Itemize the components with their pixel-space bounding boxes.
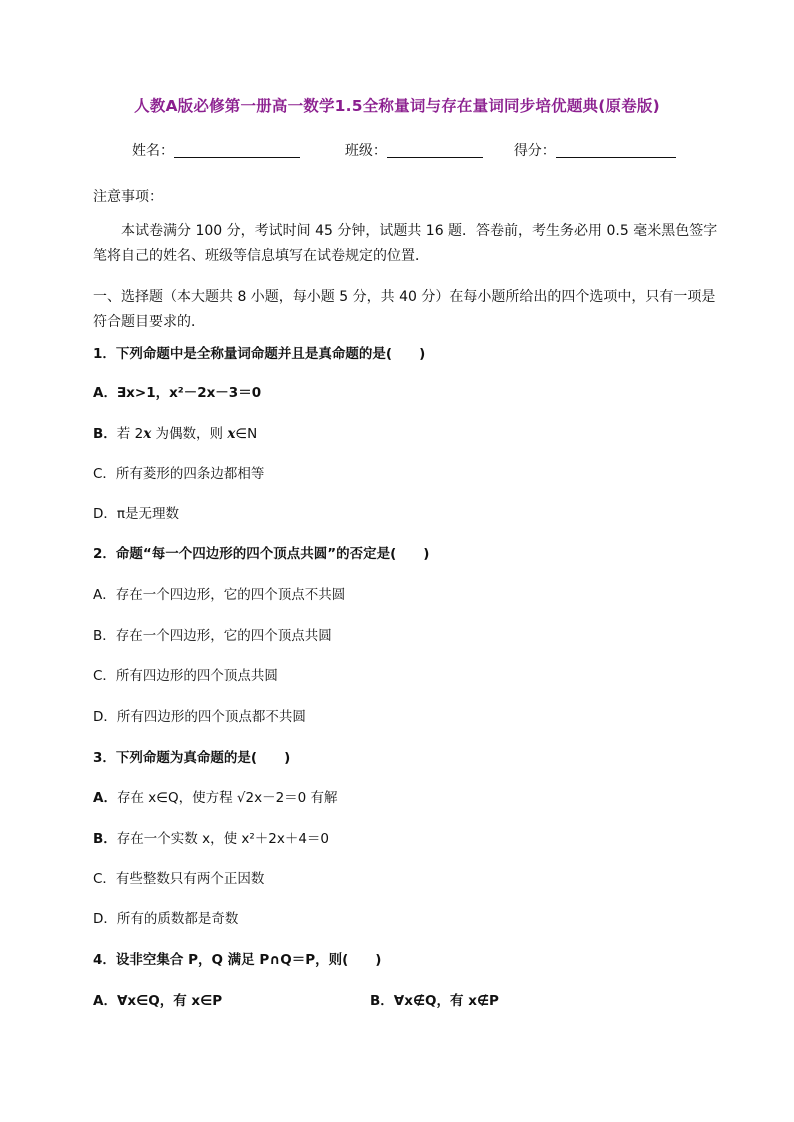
question-4-stem: 4．设非空集合 P，Q 满足 P∩Q＝P，则( ) [93, 952, 382, 968]
question-2-option-d: D．所有四边形的四个顶点都不共圆 [93, 709, 306, 725]
class-blank[interactable] [387, 143, 483, 158]
question-4-option-a [93, 989, 222, 1009]
question-4-option-b [370, 989, 499, 1009]
section-line-2: 符合题目要求的． [93, 314, 205, 330]
option-text: ∀x∈Q，有 x∈P [116, 993, 223, 1009]
question-3-stem: 3．下列命题为真命题的是( ) [93, 750, 291, 766]
question-1-option-d: D．π是无理数 [93, 506, 180, 522]
score-blank[interactable] [556, 143, 676, 158]
page-title: 人教A版必修第一册高一数学1.5全称量词与存在量词同步培优题典(原卷版) [134, 97, 660, 115]
option-label: A． [93, 385, 117, 401]
option-text-post: ∈N [235, 426, 258, 442]
question-1-option-b [93, 422, 257, 442]
var-x: x [143, 426, 152, 442]
option-label: B． [370, 993, 394, 1009]
option-text: ∃x>1，x²－2x－3＝0 [116, 385, 262, 401]
option-label: A． [93, 790, 117, 806]
question-2-option-a: A．存在一个四边形，它的四个顶点不共圆 [93, 587, 346, 603]
notice-line-2: 笔将自己的姓名、班级等信息填写在试卷规定的位置． [93, 248, 429, 264]
section-line-1: 一、选择题（本大题共 8 小题，每小题 5 分，共 40 分）在每小题所给出的四个选项中，只有一项是 [93, 289, 716, 305]
option-label: B． [93, 831, 117, 847]
question-1-option-a [93, 381, 261, 401]
option-text: ∀x∉Q，有 x∉P [393, 993, 499, 1009]
question-3-option-b [93, 827, 329, 847]
question-2-option-c: C．所有四边形的四个顶点共圆 [93, 668, 278, 684]
option-text: 存在一个实数 x，使 x²＋2x＋4＝0 [116, 831, 330, 847]
question-2-stem: 2．命题“每一个四边形的四个顶点共圆”的否定是( ) [93, 546, 430, 562]
score-label: 得分： [513, 143, 556, 159]
option-text-mid: 为偶数，则 [151, 426, 228, 442]
question-3-option-d: D．所有的质数都是奇数 [93, 911, 239, 927]
notice-line-1: 本试卷满分 100 分，考试时间 45 分钟，试题共 16 题．答卷前，考生务必用 0.5 毫米黑色签字 [121, 223, 718, 239]
question-2-option-b: B．存在一个四边形，它的四个顶点共圆 [93, 628, 332, 644]
option-text: 存在 x∈Q，使方程 √2x－2＝0 有解 [116, 790, 338, 806]
option-text-pre: 若 2 [116, 426, 144, 442]
class-label: 班级： [344, 143, 387, 159]
question-3-option-a [93, 786, 338, 806]
question-1-stem: 1．下列命题中是全称量词命题并且是真命题的是( ) [93, 346, 426, 362]
var-x: x [227, 426, 236, 442]
option-label: A． [93, 993, 117, 1009]
question-3-option-c: C．有些整数只有两个正因数 [93, 871, 265, 887]
name-blank[interactable] [174, 143, 300, 158]
student-info-row [132, 140, 676, 160]
name-label: 姓名： [132, 143, 174, 159]
question-1-option-c: C．所有菱形的四条边都相等 [93, 466, 265, 482]
notice-heading: 注意事项： [93, 189, 163, 205]
option-label: B． [93, 426, 117, 442]
